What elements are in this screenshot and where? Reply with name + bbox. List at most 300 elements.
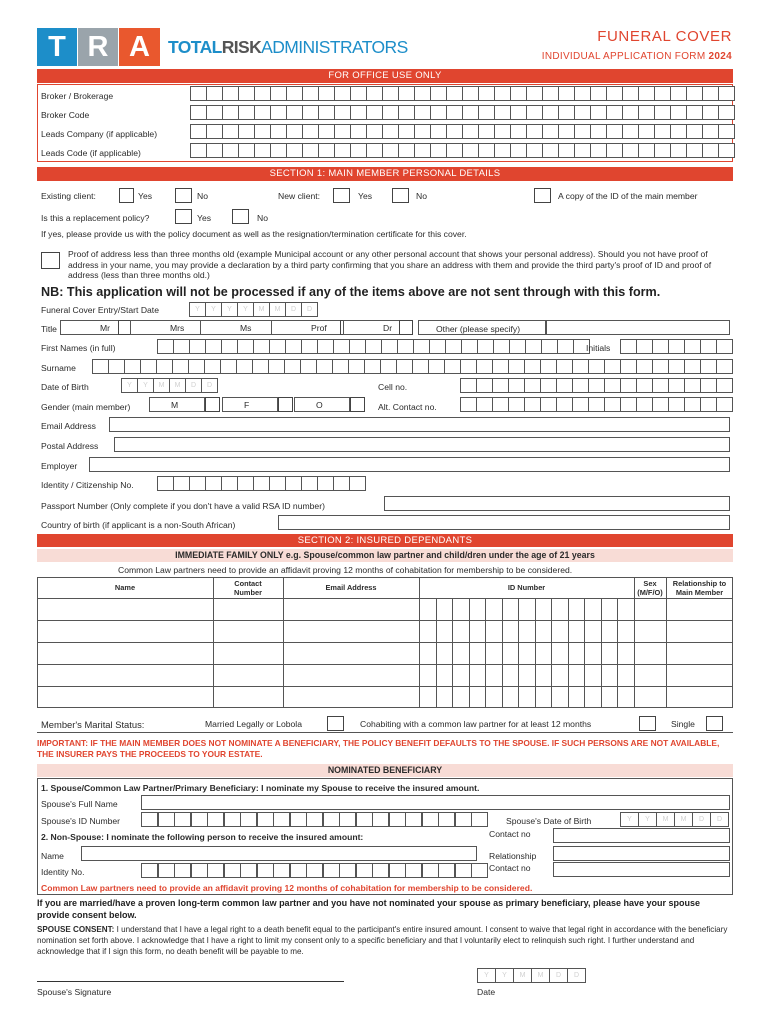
first-names-cell[interactable] [557, 339, 574, 354]
dob-cell[interactable]: M [169, 378, 186, 393]
initials-cell[interactable] [668, 339, 685, 354]
office-cell[interactable] [478, 86, 495, 101]
spouse-id-cell[interactable] [207, 812, 224, 827]
first-names-cell[interactable] [381, 339, 398, 354]
sign-date-cell[interactable]: Y [477, 968, 496, 983]
id-cell[interactable] [301, 476, 318, 491]
spouse-id-cell[interactable] [273, 812, 290, 827]
dep-id-cell[interactable] [584, 620, 585, 642]
office-cell[interactable] [446, 124, 463, 139]
surname-cell[interactable] [524, 359, 541, 374]
office-cell[interactable] [302, 143, 319, 158]
dep-id-cell[interactable] [452, 642, 453, 664]
dep-id-cell[interactable] [502, 686, 503, 708]
dep-id-cell[interactable] [535, 620, 536, 642]
id-cell[interactable] [269, 476, 286, 491]
surname-cell[interactable] [540, 359, 557, 374]
dep-id-cell[interactable] [502, 598, 503, 620]
initials-cell[interactable] [620, 339, 637, 354]
office-cell[interactable] [606, 124, 623, 139]
spouse-id-cell[interactable] [356, 812, 373, 827]
office-cell[interactable] [478, 124, 495, 139]
surname-cell[interactable] [716, 359, 733, 374]
alt-no-cell[interactable] [460, 397, 477, 412]
dep-id-cell[interactable] [617, 620, 618, 642]
cell-no-cell[interactable] [524, 378, 541, 393]
dep-id-cell[interactable] [436, 686, 437, 708]
office-cell[interactable] [398, 124, 415, 139]
office-cell[interactable] [318, 86, 335, 101]
office-cell[interactable] [414, 105, 431, 120]
title-4-checkbox[interactable] [399, 320, 413, 335]
office-cell[interactable] [654, 86, 671, 101]
office-cell[interactable] [558, 124, 575, 139]
ben-id-cell[interactable] [191, 863, 208, 878]
dep-id-cell[interactable] [452, 598, 453, 620]
surname-cell[interactable] [588, 359, 605, 374]
cell-no-cell[interactable] [684, 378, 701, 393]
sign-date-cell[interactable]: Y [495, 968, 514, 983]
office-cell[interactable] [190, 124, 207, 139]
dep-id-cell[interactable] [436, 642, 437, 664]
spouse-id-cell[interactable] [141, 812, 158, 827]
id-cell[interactable] [285, 476, 302, 491]
office-cell[interactable] [366, 143, 383, 158]
id-cell[interactable] [333, 476, 350, 491]
dep-id-cell[interactable] [518, 686, 519, 708]
surname-cell[interactable] [124, 359, 141, 374]
surname-cell[interactable] [620, 359, 637, 374]
first-names-cell[interactable] [301, 339, 318, 354]
office-cell[interactable] [334, 124, 351, 139]
ben-id-cell[interactable] [356, 863, 373, 878]
dep-id-cell[interactable] [568, 620, 569, 642]
ben-id-cell[interactable] [141, 863, 158, 878]
office-cell[interactable] [430, 143, 447, 158]
ben-id-cell[interactable] [158, 863, 175, 878]
office-cell[interactable] [718, 86, 735, 101]
spouse-id-cell[interactable] [405, 812, 422, 827]
id-cell[interactable] [189, 476, 206, 491]
office-cell[interactable] [222, 124, 239, 139]
cell-no-cell[interactable] [620, 378, 637, 393]
office-cell[interactable] [318, 124, 335, 139]
first-names-cell[interactable] [157, 339, 174, 354]
office-cell[interactable] [654, 105, 671, 120]
dep-id-cell[interactable] [551, 664, 552, 686]
office-cell[interactable] [606, 86, 623, 101]
start-date-cell[interactable]: D [301, 302, 318, 317]
surname-cell[interactable] [92, 359, 109, 374]
copy-id-checkbox[interactable] [534, 188, 551, 203]
office-cell[interactable] [270, 143, 287, 158]
office-cell[interactable] [366, 105, 383, 120]
spouse-id-cell[interactable] [240, 812, 257, 827]
id-cell[interactable] [157, 476, 174, 491]
office-cell[interactable] [222, 105, 239, 120]
office-cell[interactable] [254, 86, 271, 101]
office-cell[interactable] [654, 143, 671, 158]
surname-cell[interactable] [508, 359, 525, 374]
office-cell[interactable] [670, 124, 687, 139]
cell-no-cell[interactable] [604, 378, 621, 393]
office-cell[interactable] [190, 105, 207, 120]
alt-no-cell[interactable] [588, 397, 605, 412]
office-cell[interactable] [622, 124, 639, 139]
office-cell[interactable] [590, 143, 607, 158]
office-cell[interactable] [302, 124, 319, 139]
office-cell[interactable] [366, 124, 383, 139]
alt-no-cell[interactable] [556, 397, 573, 412]
office-cell[interactable] [366, 86, 383, 101]
new-yes-checkbox[interactable] [392, 188, 409, 203]
office-cell[interactable] [638, 105, 655, 120]
first-names-cell[interactable] [509, 339, 526, 354]
dep-id-cell[interactable] [469, 686, 470, 708]
first-names-cell[interactable] [445, 339, 462, 354]
postal-field[interactable] [114, 437, 730, 452]
surname-cell[interactable] [444, 359, 461, 374]
spouse-dob-cell[interactable]: Y [638, 812, 657, 827]
office-cell[interactable] [686, 143, 703, 158]
surname-cell[interactable] [172, 359, 189, 374]
office-cell[interactable] [510, 143, 527, 158]
contact-field[interactable] [553, 828, 730, 843]
surname-cell[interactable] [220, 359, 237, 374]
initials-cell[interactable] [636, 339, 653, 354]
office-cell[interactable] [462, 86, 479, 101]
spouse-id-cell[interactable] [422, 812, 439, 827]
surname-cell[interactable] [252, 359, 269, 374]
first-names-cell[interactable] [253, 339, 270, 354]
spouse-name-field[interactable] [141, 795, 730, 810]
alt-no-cell[interactable] [636, 397, 653, 412]
surname-cell[interactable] [108, 359, 125, 374]
initials-cell[interactable] [716, 339, 733, 354]
dep-id-cell[interactable] [535, 642, 536, 664]
existing-yes-checkbox[interactable] [175, 188, 192, 203]
spouse-id-cell[interactable] [290, 812, 307, 827]
spouse-dob-cell[interactable]: D [710, 812, 729, 827]
first-names-cell[interactable] [205, 339, 222, 354]
existing-client-box[interactable] [119, 188, 134, 203]
office-cell[interactable] [190, 143, 207, 158]
dep-id-cell[interactable] [535, 686, 536, 708]
dep-id-cell[interactable] [617, 664, 618, 686]
alt-no-cell[interactable] [572, 397, 589, 412]
office-cell[interactable] [702, 143, 719, 158]
first-names-cell[interactable] [525, 339, 542, 354]
dep-id-cell[interactable] [568, 598, 569, 620]
alt-no-cell[interactable] [604, 397, 621, 412]
dep-id-cell[interactable] [518, 620, 519, 642]
office-cell[interactable] [254, 105, 271, 120]
office-cell[interactable] [494, 124, 511, 139]
spouse-id-cell[interactable] [438, 812, 455, 827]
ben-id-cell[interactable] [339, 863, 356, 878]
dob-cell[interactable]: Y [121, 378, 138, 393]
office-cell[interactable] [526, 124, 543, 139]
office-cell[interactable] [702, 124, 719, 139]
office-cell[interactable] [446, 143, 463, 158]
office-cell[interactable] [670, 86, 687, 101]
sign-date-cell[interactable]: D [549, 968, 568, 983]
office-cell[interactable] [270, 86, 287, 101]
dep-id-cell[interactable] [485, 664, 486, 686]
spouse-id-cell[interactable] [257, 812, 274, 827]
first-names-cell[interactable] [397, 339, 414, 354]
office-cell[interactable] [222, 86, 239, 101]
office-cell[interactable] [238, 86, 255, 101]
sign-date-cell[interactable]: M [531, 968, 550, 983]
ben-id-cell[interactable] [405, 863, 422, 878]
surname-cell[interactable] [556, 359, 573, 374]
surname-cell[interactable] [284, 359, 301, 374]
ben-id-cell[interactable] [290, 863, 307, 878]
office-cell[interactable] [350, 124, 367, 139]
id-cell[interactable] [237, 476, 254, 491]
signature-line[interactable] [37, 981, 344, 982]
office-cell[interactable] [238, 143, 255, 158]
dep-id-cell[interactable] [551, 642, 552, 664]
spouse-id-cell[interactable] [158, 812, 175, 827]
surname-cell[interactable] [572, 359, 589, 374]
id-cell[interactable] [221, 476, 238, 491]
ben-id-cell[interactable] [174, 863, 191, 878]
ben-id-cell[interactable] [323, 863, 340, 878]
spouse-dob-cell[interactable]: M [674, 812, 693, 827]
alt-no-cell[interactable] [492, 397, 509, 412]
dep-id-cell[interactable] [518, 642, 519, 664]
office-cell[interactable] [478, 143, 495, 158]
ben-id-cell[interactable] [257, 863, 274, 878]
dep-id-cell[interactable] [452, 620, 453, 642]
office-cell[interactable] [638, 143, 655, 158]
office-cell[interactable] [206, 124, 223, 139]
dep-id-cell[interactable] [469, 642, 470, 664]
start-date-cell[interactable]: Y [237, 302, 254, 317]
ben-id-cell[interactable] [422, 863, 439, 878]
dob-cell[interactable]: Y [137, 378, 154, 393]
single-checkbox[interactable] [706, 716, 723, 731]
spouse-dob-cell[interactable]: M [656, 812, 675, 827]
start-date-cell[interactable]: Y [221, 302, 238, 317]
ben-id-cell[interactable] [240, 863, 257, 878]
dep-id-cell[interactable] [469, 620, 470, 642]
start-date-cell[interactable]: Y [189, 302, 206, 317]
office-cell[interactable] [286, 105, 303, 120]
spouse-dob-cell[interactable]: D [692, 812, 711, 827]
surname-cell[interactable] [140, 359, 157, 374]
office-cell[interactable] [238, 105, 255, 120]
cell-no-cell[interactable] [636, 378, 653, 393]
alt-no-cell[interactable] [652, 397, 669, 412]
office-cell[interactable] [446, 105, 463, 120]
office-cell[interactable] [494, 143, 511, 158]
first-names-cell[interactable] [413, 339, 430, 354]
alt-no-cell[interactable] [524, 397, 541, 412]
office-cell[interactable] [190, 86, 207, 101]
married-checkbox[interactable] [327, 716, 344, 731]
office-cell[interactable] [670, 105, 687, 120]
dep-id-cell[interactable] [601, 620, 602, 642]
surname-cell[interactable] [380, 359, 397, 374]
office-cell[interactable] [574, 143, 591, 158]
replacement-yes-checkbox[interactable] [175, 209, 192, 224]
ben-id-cell[interactable] [471, 863, 488, 878]
office-cell[interactable] [574, 105, 591, 120]
start-date-cell[interactable]: M [269, 302, 286, 317]
surname-cell[interactable] [236, 359, 253, 374]
dep-id-cell[interactable] [502, 620, 503, 642]
surname-cell[interactable] [300, 359, 317, 374]
office-cell[interactable] [702, 86, 719, 101]
surname-cell[interactable] [396, 359, 413, 374]
office-cell[interactable] [286, 124, 303, 139]
surname-cell[interactable] [668, 359, 685, 374]
dep-id-cell[interactable] [469, 664, 470, 686]
office-cell[interactable] [574, 86, 591, 101]
spouse-id-cell[interactable] [471, 812, 488, 827]
dep-id-cell[interactable] [535, 664, 536, 686]
office-cell[interactable] [462, 105, 479, 120]
ben-id-cell[interactable] [207, 863, 224, 878]
employer-field[interactable] [89, 457, 730, 472]
surname-cell[interactable] [476, 359, 493, 374]
dep-id-cell[interactable] [568, 686, 569, 708]
office-cell[interactable] [302, 105, 319, 120]
alt-no-cell[interactable] [716, 397, 733, 412]
surname-cell[interactable] [364, 359, 381, 374]
first-names-cell[interactable] [365, 339, 382, 354]
spouse-id-cell[interactable] [372, 812, 389, 827]
first-names-cell[interactable] [317, 339, 334, 354]
office-cell[interactable] [398, 86, 415, 101]
spouse-dob-cell[interactable]: Y [620, 812, 639, 827]
dep-id-cell[interactable] [485, 598, 486, 620]
dep-id-cell[interactable] [617, 642, 618, 664]
cell-no-cell[interactable] [700, 378, 717, 393]
surname-cell[interactable] [332, 359, 349, 374]
spouse-id-cell[interactable] [306, 812, 323, 827]
start-date-cell[interactable]: Y [205, 302, 222, 317]
office-cell[interactable] [398, 143, 415, 158]
dep-id-cell[interactable] [485, 620, 486, 642]
office-cell[interactable] [526, 105, 543, 120]
spouse-id-cell[interactable] [389, 812, 406, 827]
id-cell[interactable] [253, 476, 270, 491]
dob-cell[interactable]: M [153, 378, 170, 393]
alt-no-cell[interactable] [700, 397, 717, 412]
cell-no-cell[interactable] [540, 378, 557, 393]
first-names-cell[interactable] [333, 339, 350, 354]
cell-no-cell[interactable] [716, 378, 733, 393]
dep-id-cell[interactable] [436, 598, 437, 620]
alt-no-cell[interactable] [540, 397, 557, 412]
office-cell[interactable] [446, 86, 463, 101]
office-cell[interactable] [686, 86, 703, 101]
dep-id-cell[interactable] [502, 642, 503, 664]
office-cell[interactable] [526, 86, 543, 101]
office-cell[interactable] [302, 86, 319, 101]
surname-cell[interactable] [412, 359, 429, 374]
dep-id-cell[interactable] [584, 598, 585, 620]
dep-id-cell[interactable] [485, 642, 486, 664]
spouse-id-cell[interactable] [455, 812, 472, 827]
office-cell[interactable] [542, 105, 559, 120]
office-cell[interactable] [718, 143, 735, 158]
office-cell[interactable] [430, 124, 447, 139]
dep-id-cell[interactable] [617, 598, 618, 620]
dep-id-cell[interactable] [601, 664, 602, 686]
dob-cell[interactable]: D [201, 378, 218, 393]
office-cell[interactable] [430, 86, 447, 101]
office-cell[interactable] [286, 143, 303, 158]
id-cell[interactable] [173, 476, 190, 491]
office-cell[interactable] [686, 124, 703, 139]
sign-date-cell[interactable]: D [567, 968, 586, 983]
office-cell[interactable] [382, 86, 399, 101]
cell-no-cell[interactable] [556, 378, 573, 393]
office-cell[interactable] [654, 124, 671, 139]
office-cell[interactable] [414, 86, 431, 101]
start-date-cell[interactable]: D [285, 302, 302, 317]
dep-id-cell[interactable] [452, 664, 453, 686]
office-cell[interactable] [206, 105, 223, 120]
surname-cell[interactable] [492, 359, 509, 374]
office-cell[interactable] [350, 105, 367, 120]
office-cell[interactable] [254, 143, 271, 158]
relationship-field[interactable] [553, 846, 730, 861]
dep-id-cell[interactable] [584, 686, 585, 708]
office-cell[interactable] [478, 105, 495, 120]
office-cell[interactable] [334, 105, 351, 120]
first-names-cell[interactable] [429, 339, 446, 354]
id-cell[interactable] [205, 476, 222, 491]
spouse-id-cell[interactable] [323, 812, 340, 827]
surname-cell[interactable] [428, 359, 445, 374]
id-cell[interactable] [317, 476, 334, 491]
office-cell[interactable] [574, 124, 591, 139]
surname-cell[interactable] [652, 359, 669, 374]
office-cell[interactable] [462, 143, 479, 158]
proof-of-address-checkbox[interactable] [41, 252, 60, 269]
cell-no-cell[interactable] [492, 378, 509, 393]
office-cell[interactable] [702, 105, 719, 120]
dep-id-cell[interactable] [436, 664, 437, 686]
office-cell[interactable] [270, 124, 287, 139]
office-cell[interactable] [558, 105, 575, 120]
ben-id-cell[interactable] [306, 863, 323, 878]
office-cell[interactable] [430, 105, 447, 120]
first-names-cell[interactable] [189, 339, 206, 354]
office-cell[interactable] [382, 143, 399, 158]
cell-no-cell[interactable] [508, 378, 525, 393]
office-cell[interactable] [494, 86, 511, 101]
dep-id-cell[interactable] [436, 620, 437, 642]
office-cell[interactable] [670, 143, 687, 158]
office-cell[interactable] [350, 143, 367, 158]
spouse-id-cell[interactable] [339, 812, 356, 827]
gender-0-checkbox[interactable] [205, 397, 220, 412]
office-cell[interactable] [606, 105, 623, 120]
dep-id-cell[interactable] [601, 686, 602, 708]
office-cell[interactable] [622, 105, 639, 120]
office-cell[interactable] [510, 124, 527, 139]
email-field[interactable] [109, 417, 730, 432]
ben-id-cell[interactable] [273, 863, 290, 878]
office-cell[interactable] [590, 105, 607, 120]
